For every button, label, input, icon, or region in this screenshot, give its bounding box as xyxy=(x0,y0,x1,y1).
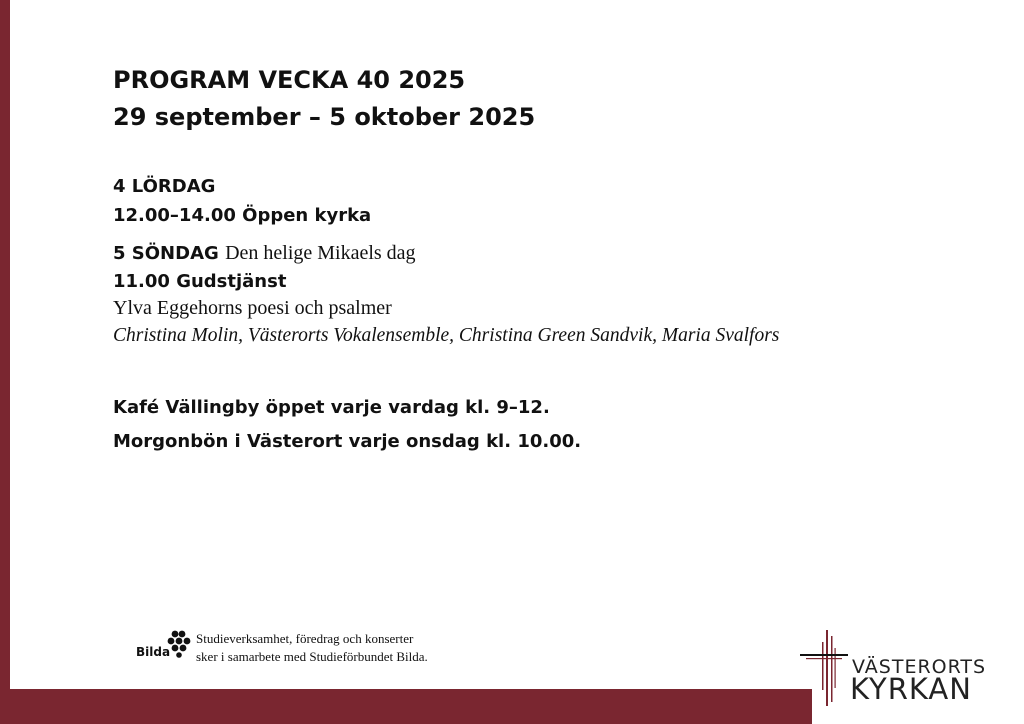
prayer-notice: Morgonbön i Västerort varje onsdag kl. 10.00. xyxy=(113,431,582,452)
sunday-heading xyxy=(113,243,416,263)
program-dates: 29 september – 5 oktober 2025 xyxy=(113,103,536,131)
brand-line2: KYRKAN xyxy=(850,672,972,706)
brand-line1: VÄSTERORTS xyxy=(852,656,987,678)
left-accent-bar xyxy=(0,0,10,724)
bottom-accent-bar xyxy=(0,689,812,724)
sunday-day: 5 SÖNDAG xyxy=(113,243,219,264)
sunday-description: Ylva Eggehorns poesi och psalmer xyxy=(113,297,392,319)
cafe-notice: Kafé Vällingby öppet varje vardag kl. 9–12. xyxy=(113,397,550,418)
saturday-heading: 4 LÖRDAG xyxy=(113,176,216,197)
program-title: PROGRAM VECKA 40 2025 xyxy=(113,66,466,94)
saturday-event: 12.00–14.00 Öppen kyrka xyxy=(113,205,372,226)
bilda-logo xyxy=(135,628,193,668)
bilda-dots-icon xyxy=(167,630,193,660)
bilda-footer xyxy=(135,628,475,668)
bilda-note-line2: sker i samarbete med Studieförbundet Bilda. xyxy=(196,649,428,664)
bilda-note-line1: Studieverksamhet, föredrag och konserter xyxy=(196,631,414,646)
bilda-logo-text: Bilda xyxy=(136,645,171,659)
bilda-note xyxy=(196,630,428,666)
sunday-service: 11.00 Gudstjänst xyxy=(113,271,287,292)
vasterorts-kyrkan-logo xyxy=(798,628,998,708)
sunday-day-name: Den helige Mikaels dag xyxy=(225,242,416,264)
sunday-participants: Christina Molin, Västerorts Vokalensemble, Christina Green Sandvik, Maria Svalfors xyxy=(113,325,780,346)
cross-icon xyxy=(798,628,850,708)
